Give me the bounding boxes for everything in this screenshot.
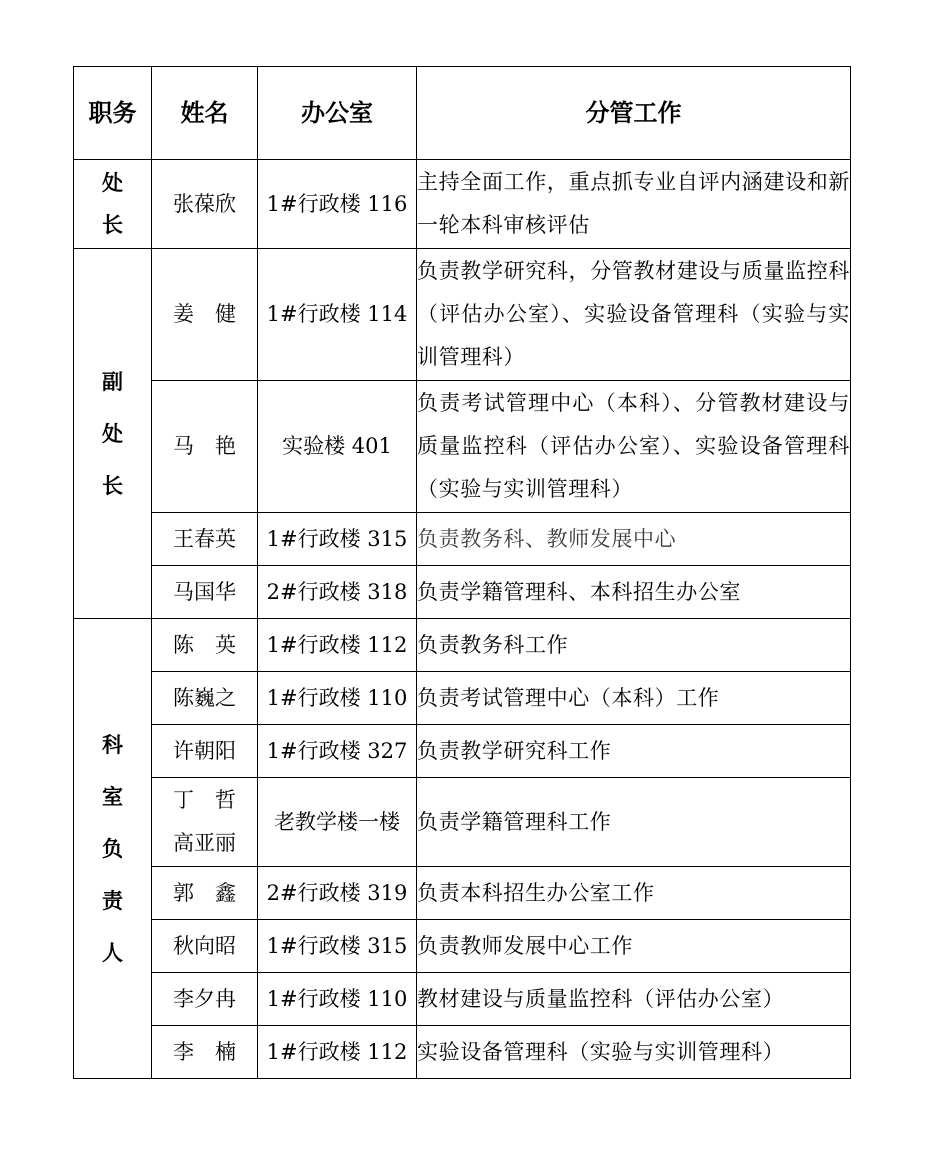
- table-row: [74, 867, 851, 920]
- duty-cell: 负责考试管理中心（本科）、分管教材建设与质量监控科（评估办公室）、实验设备管理科（实验与实训管理科）: [417, 381, 851, 513]
- header-name: 姓名: [152, 67, 258, 160]
- name-cell: 张葆欣: [152, 160, 258, 249]
- office-cell: 1#行政楼 112: [258, 1026, 417, 1079]
- role-char: 室: [102, 784, 123, 809]
- name-cell: 丁 哲 高亚丽: [152, 778, 258, 867]
- role-char: 科: [102, 732, 123, 757]
- header-duty: 分管工作: [417, 67, 851, 160]
- table-row: [74, 1026, 851, 1079]
- role-char: 人: [102, 940, 123, 965]
- duty-cell: 负责本科招生办公室工作: [417, 867, 851, 920]
- role-char: 处: [102, 421, 123, 446]
- header-office: 办公室: [258, 67, 417, 160]
- role-director: [74, 160, 152, 249]
- name-cell: 秋向昭: [152, 920, 258, 973]
- table-header-row: [74, 67, 851, 160]
- table-row: [74, 920, 851, 973]
- role-deputy-director: [74, 249, 152, 619]
- office-cell: 1#行政楼 315: [258, 513, 417, 566]
- duty-cell: 负责学籍管理科工作: [417, 778, 851, 867]
- table-row: [74, 973, 851, 1026]
- duty-cell: 负责教师发展中心工作: [417, 920, 851, 973]
- office-cell: 1#行政楼 315: [258, 920, 417, 973]
- office-cell: 1#行政楼 110: [258, 973, 417, 1026]
- name-cell: 王春英: [152, 513, 258, 566]
- office-cell: 1#行政楼 327: [258, 725, 417, 778]
- office-cell: 实验楼 401: [258, 381, 417, 513]
- office-cell: 2#行政楼 319: [258, 867, 417, 920]
- duty-cell: 负责教学研究科工作: [417, 725, 851, 778]
- table-row: [74, 249, 851, 381]
- name-cell: 许朝阳: [152, 725, 258, 778]
- office-cell: 老教学楼一楼: [258, 778, 417, 867]
- name-cell: 马 艳: [152, 381, 258, 513]
- name-cell: 姜 健: [152, 249, 258, 381]
- duty-cell: 负责学籍管理科、本科招生办公室: [417, 566, 851, 619]
- office-cell: 1#行政楼 114: [258, 249, 417, 381]
- role-section-heads: [74, 619, 152, 1079]
- table-row: [74, 381, 851, 513]
- staff-assignment-table: [73, 66, 851, 1079]
- table-row: [74, 778, 851, 867]
- duty-cell: 教材建设与质量监控科（评估办公室）: [417, 973, 851, 1026]
- duty-cell: 负责考试管理中心（本科）工作: [417, 672, 851, 725]
- name-cell: 李 楠: [152, 1026, 258, 1079]
- role-char: 负: [102, 836, 123, 861]
- header-role: 职务: [74, 67, 152, 160]
- name-cell: 郭 鑫: [152, 867, 258, 920]
- duty-cell: 负责教务科工作: [417, 619, 851, 672]
- office-cell: 2#行政楼 318: [258, 566, 417, 619]
- name-cell: 马国华: [152, 566, 258, 619]
- role-char: 长: [102, 213, 123, 237]
- role-char: 处: [102, 171, 123, 195]
- office-cell: 1#行政楼 110: [258, 672, 417, 725]
- table-row: [74, 619, 851, 672]
- name-cell: 李夕冉: [152, 973, 258, 1026]
- duty-cell: 主持全面工作，重点抓专业自评内涵建设和新一轮本科审核评估: [417, 160, 851, 249]
- name-cell: 陈巍之: [152, 672, 258, 725]
- role-char: 副: [102, 369, 123, 394]
- name-cell: 陈 英: [152, 619, 258, 672]
- duty-cell: 负责教学研究科，分管教材建设与质量监控科（评估办公室）、实验设备管理科（实验与实训管理科）: [417, 249, 851, 381]
- duty-cell: 实验设备管理科（实验与实训管理科）: [417, 1026, 851, 1079]
- table-row: [74, 513, 851, 566]
- table-row: [74, 672, 851, 725]
- office-cell: 1#行政楼 116: [258, 160, 417, 249]
- office-cell: 1#行政楼 112: [258, 619, 417, 672]
- duty-cell: 负责教务科、教师发展中心: [417, 513, 851, 566]
- table-row: [74, 725, 851, 778]
- role-char: 责: [102, 888, 123, 913]
- role-char: 长: [102, 473, 123, 498]
- table-row: [74, 566, 851, 619]
- table-row: [74, 160, 851, 249]
